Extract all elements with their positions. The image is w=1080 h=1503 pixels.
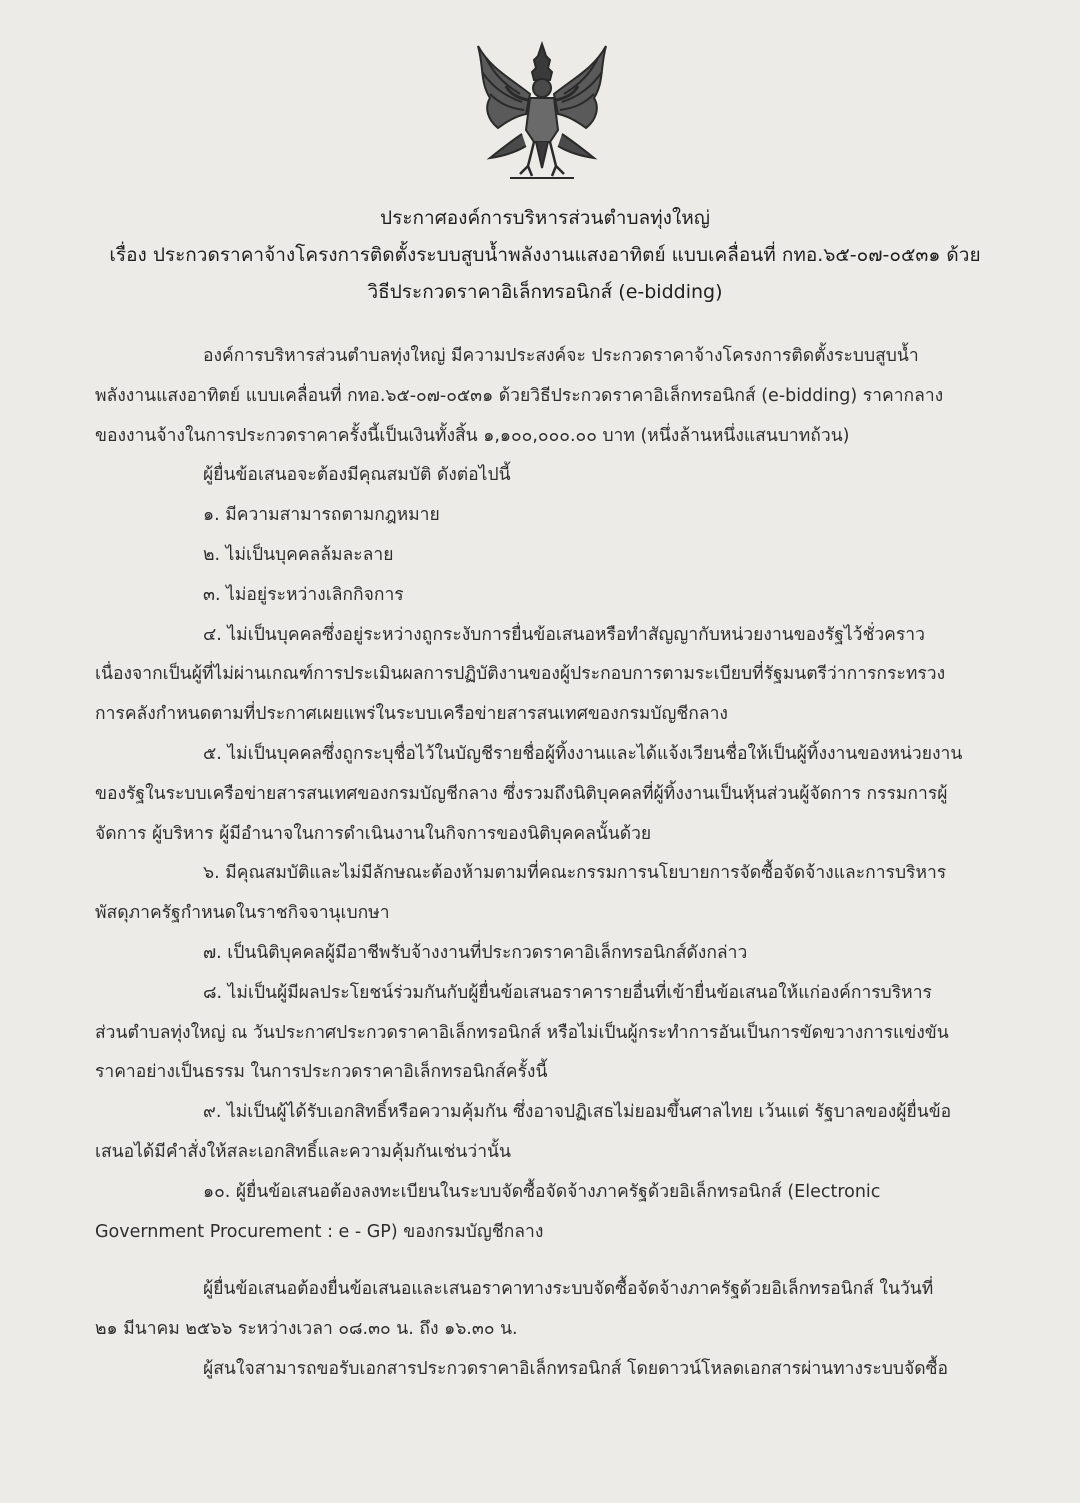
qualification-item-cont: เนื่องจากเป็นผู้ที่ไม่ผ่านเกณฑ์การประเมินผลการปฏิบัติงานของผู้ประกอบการตามระเบียบที่รัฐมนตรีว่าการกระทรวง [95,664,946,685]
announcement-body [95,337,990,1390]
qualification-item-cont: ราคาอย่างเป็นธรรม ในการประกวดราคาอิเล็กทรอนิกส์ครั้งนี้ [95,1062,548,1083]
announcement-subject-line-2: วิธีประกวดราคาอิเล็กทรอนิกส์ (e-bidding) [367,281,723,303]
qualification-item: ๗. เป็นนิติบุคคลผู้มีอาชีพรับจ้างงานที่ประกวดราคาอิเล็กทรอนิกส์ดังกล่าว [203,942,748,963]
qualification-item: ๓. ไม่อยู่ระหว่างเลิกกิจการ [203,584,404,605]
qualification-item: ๘. ไม่เป็นผู้มีผลประโยชน์ร่วมกันกับผู้ยื่นข้อเสนอราคารายอื่นที่เข้ายื่นข้อเสนอให้แก่องค์การบริหาร [203,982,932,1003]
announcement-title: ประกาศองค์การบริหารส่วนตำบลทุ่งใหญ่ [380,207,710,229]
intro-line: พลังงานแสงอาทิตย์ แบบเคลื่อนที่ กทอ.๖๕-๐๗-๐๕๓๑ ด้วยวิธีประกวดราคาอิเล็กทรอนิกส์ (e-bidding) ราคากลาง [95,385,944,406]
qualification-item: ๖. มีคุณสมบัติและไม่มีลักษณะต้องห้ามตามที่คณะกรรมการนโยบายการจัดซื้อจัดจ้างและการบริหาร [203,863,947,884]
qualification-item-cont: พัสดุภาครัฐกำหนดในราชกิจจานุเบกษา [95,903,390,924]
qualification-item-cont: ของรัฐในระบบเครือข่ายสารสนเทศของกรมบัญชีกลาง ซึ่งรวมถึงนิติบุคคลที่ผู้ทิ้งงานเป็นหุ้นส่วนผู้จัดการ กรรมการผู้ [95,783,948,804]
qualification-item: ๔. ไม่เป็นบุคคลซึ่งอยู่ระหว่างถูกระงับการยื่นข้อเสนอหรือทำสัญญากับหน่วยงานของรัฐไว้ชั่วคราว [203,624,925,645]
qualification-item-cont: เสนอได้มีคำสั่งให้สละเอกสิทธิ์และความคุ้มกันเช่นว่านั้น [95,1141,511,1162]
qualification-item: ๙. ไม่เป็นผู้ได้รับเอกสิทธิ์หรือความคุ้มกัน ซึ่งอาจปฏิเสธไม่ยอมขึ้นศาลไทย เว้นแต่ รัฐบาลของผู้ยื่นข้อ [203,1102,952,1123]
qualification-item-cont: Government Procurement : e - GP) ของกรมบัญชีกลาง [95,1221,544,1242]
intro-line: องค์การบริหารส่วนตำบลทุ่งใหญ่ มีความประสงค์จะ ประกวดราคาจ้างโครงการติดตั้งระบบสูบน้ำ [203,346,919,366]
qualification-item: ๕. ไม่เป็นบุคคลซึ่งถูกระบุชื่อไว้ในบัญชีรายชื่อผู้ทิ้งงานและได้แจ้งเวียนชื่อให้เป็นผู้ทิ้งงานของหน่วยงาน [203,743,963,764]
garuda-emblem-icon [470,38,614,188]
qualification-item-cont: การคลังกำหนดตามที่ประกาศเผยแพร่ในระบบเครือข่ายสารสนเทศของกรมบัญชีกลาง [95,704,728,725]
qualification-item: ๑๐. ผู้ยื่นข้อเสนอต้องลงทะเบียนในระบบจัดซื้อจัดจ้างภาครัฐด้วยอิเล็กทรอนิกส์ (Electronic [203,1181,881,1202]
qualification-item: ๒. ไม่เป็นบุคคลล้มละลาย [203,544,394,565]
submission-line: ผู้ยื่นข้อเสนอต้องยื่นข้อเสนอและเสนอราคาทางระบบจัดซื้อจัดจ้างภาครัฐด้วยอิเล็กทรอนิกส์ ในวันที่ [203,1279,934,1300]
intro-line: ของงานจ้างในการประกวดราคาครั้งนี้เป็นเงินทั้งสิ้น ๑,๑๐๐,๐๐๐.๐๐ บาท (หนึ่งล้านหนึ่งแสนบาทถ้วน) [95,425,850,446]
announcement-subject-line-1: เรื่อง ประกวดราคาจ้างโครงการติดตั้งระบบสูบน้ำพลังงานแสงอาทิตย์ แบบเคลื่อนที่ กทอ.๖๕-๐๗-๐๕๓๑ ด้วย [109,244,981,266]
qualification-item-cont: ส่วนตำบลทุ่งใหญ่ ณ วันประกาศประกวดราคาอิเล็กทรอนิกส์ หรือไม่เป็นผู้กระทำการอันเป็นการขัดขวางการแข่งขัน [95,1022,949,1043]
announcement-header [60,200,1030,311]
submission-line: ๒๑ มีนาคม ๒๕๖๖ ระหว่างเวลา ๐๘.๓๐ น. ถึง ๑๖.๓๐ น. [95,1319,518,1340]
download-line: ผู้สนใจสามารถขอรับเอกสารประกวดราคาอิเล็กทรอนิกส์ โดยดาวน์โหลดเอกสารผ่านทางระบบจัดซื้อ [203,1358,949,1379]
qualification-item: ๑. มีความสามารถตามกฎหมาย [203,505,440,526]
qualifications-heading: ผู้ยื่นข้อเสนอจะต้องมีคุณสมบัติ ดังต่อไปนี้ [203,465,511,486]
qualification-item-cont: จัดการ ผู้บริหาร ผู้มีอำนาจในการดำเนินงานในกิจการของนิติบุคคลนั้นด้วย [95,823,652,844]
